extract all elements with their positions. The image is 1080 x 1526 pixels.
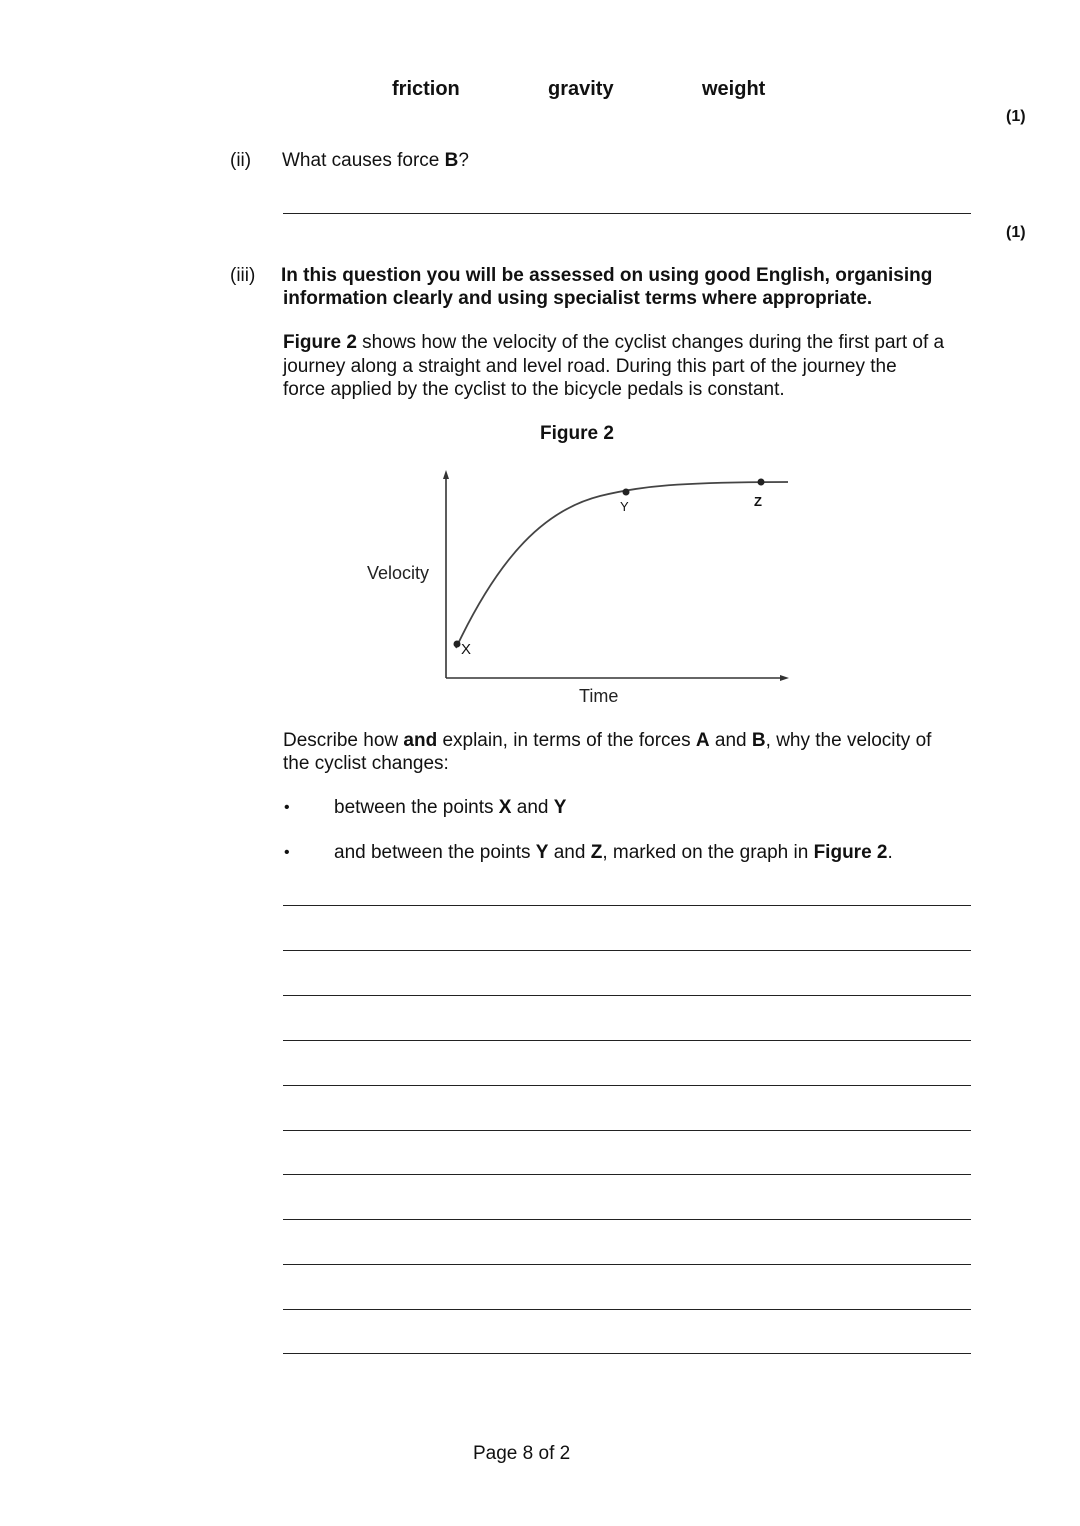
answer-line[interactable] bbox=[283, 1353, 971, 1354]
answer-line[interactable] bbox=[283, 950, 971, 951]
mark-q-i: (1) bbox=[1006, 108, 1026, 125]
answer-line[interactable] bbox=[283, 1130, 971, 1131]
intro-line-2: journey along a straight and level road. During this part of the journey the bbox=[283, 356, 897, 377]
answer-line[interactable] bbox=[283, 995, 971, 996]
intro-line-3: force applied by the cyclist to the bicycle pedals is constant. bbox=[283, 379, 785, 400]
answer-line[interactable] bbox=[283, 1085, 971, 1086]
y-axis-label: Velocity bbox=[367, 563, 430, 583]
bullet-dot-2: • bbox=[284, 844, 290, 861]
answer-line[interactable] bbox=[283, 905, 971, 906]
point-x-marker bbox=[454, 641, 461, 648]
mark-q-ii: (1) bbox=[1006, 224, 1026, 241]
point-x-label: X bbox=[461, 641, 472, 658]
page-number: Page 8 of 2 bbox=[473, 1443, 571, 1464]
bullet-dot-1: • bbox=[284, 799, 290, 816]
answer-line[interactable] bbox=[283, 1174, 971, 1175]
question-ii-text: What causes force B? bbox=[282, 150, 469, 171]
assessment-note-line-2: information clearly and using specialist terms where appropriate. bbox=[283, 288, 873, 309]
option-weight: weight bbox=[702, 78, 766, 100]
point-z-marker bbox=[758, 479, 765, 486]
point-y-marker bbox=[623, 489, 630, 496]
bullet-1-text: between the points X and Y bbox=[334, 797, 567, 818]
intro-line-1: Figure 2 shows how the velocity of the cyclist changes during the first part of a bbox=[283, 332, 945, 353]
answer-line-ii[interactable] bbox=[283, 213, 971, 214]
answer-line[interactable] bbox=[283, 1309, 971, 1310]
option-gravity: gravity bbox=[548, 78, 614, 100]
point-z-label: Z bbox=[754, 494, 762, 509]
question-number-ii: (ii) bbox=[230, 150, 252, 171]
x-axis-arrow bbox=[780, 675, 789, 681]
x-axis-label: Time bbox=[579, 686, 619, 706]
answer-line[interactable] bbox=[283, 1219, 971, 1220]
answer-line[interactable] bbox=[283, 1040, 971, 1041]
describe-line-2: the cyclist changes: bbox=[283, 753, 449, 774]
figure-caption: Figure 2 bbox=[540, 423, 614, 444]
bullet-2-text: and between the points Y and Z, marked on the graph in Figure 2. bbox=[334, 842, 893, 863]
assessment-note-line-1: In this question you will be assessed on using good English, organising bbox=[281, 265, 933, 286]
answer-line[interactable] bbox=[283, 1264, 971, 1265]
y-axis-arrow bbox=[443, 470, 449, 479]
question-number-iii: (iii) bbox=[230, 265, 256, 286]
describe-line-1: Describe how and explain, in terms of the forces A and B, why the velocity of bbox=[283, 730, 932, 751]
velocity-time-graph bbox=[360, 464, 800, 714]
option-friction: friction bbox=[392, 78, 460, 100]
point-y-label: Y bbox=[620, 499, 629, 514]
